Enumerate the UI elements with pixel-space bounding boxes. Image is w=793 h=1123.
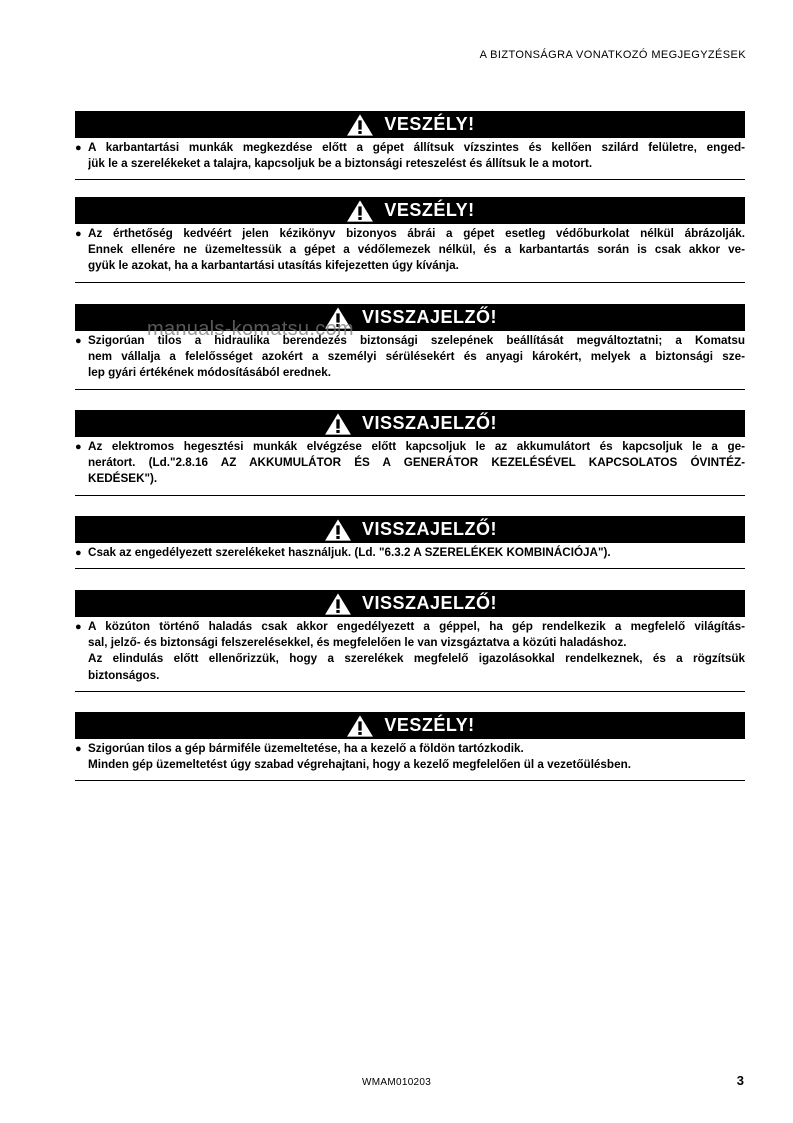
safety-section-caution-4 — [75, 590, 745, 692]
banner-label: VISSZAJELZŐ! — [361, 519, 497, 539]
warning-triangle-icon — [345, 199, 375, 223]
bullet-icon: ● — [75, 441, 82, 453]
banner-label: VISSZAJELZŐ! — [361, 413, 497, 433]
text-line: Szigorúan tilos a hidraulika berendezés biztonsági szelepének beállítását megváltoztatni; a Komatsu — [88, 334, 745, 347]
text-line: nerátort. (Ld."2.8.16 AZ AKKUMULÁTOR ÉS A GENERÁTOR KEZELÉSÉVEL KAPCSOLATOS ÓVINTÉZ- — [88, 456, 745, 470]
banner-label: VISSZAJELZŐ! — [361, 307, 497, 327]
bullet-icon: ● — [75, 142, 82, 154]
banner-label: VESZÉLY! — [384, 715, 475, 735]
text-line: A karbantartási munkák megkezdése előtt a gépet állítsuk vízszintes és kellően szilárd felületre, enged- — [88, 141, 745, 154]
bullet-icon: ● — [75, 743, 82, 755]
bullet-icon: ● — [75, 335, 82, 347]
text-line: biztonságos. — [88, 668, 160, 682]
bullet-icon: ● — [75, 547, 82, 559]
text-line: Az elindulás előtt ellenőrizzük, hogy a szerelékek megfelelő igazolásokkal rendelkeznek, és a rögzítsük — [88, 652, 745, 666]
bullet-icon: ● — [75, 228, 82, 240]
text-line: Ennek ellenére ne üzemeltessük a gépet a védőlemezek nélkül, és a karbantartás során is csak akkor ve- — [88, 243, 745, 257]
text-line: Az érthetőség kedvéért jelen kézikönyv bizonyos ábrái a gépet esetleg védőburkolat nélkül ábrázolják. — [88, 227, 745, 240]
banner-label: VISSZAJELZŐ! — [361, 593, 497, 613]
text-line: lep gyári értékének módosításából erednek. — [88, 366, 331, 380]
page-number: 3 — [736, 1073, 744, 1088]
banner-label: VESZÉLY! — [384, 200, 475, 220]
text-line: Szigorúan tilos a gép bármiféle üzemeltetése, ha a kezelő a földön tartózkodik. — [88, 742, 524, 755]
text-line: Az elektromos hegesztési munkák elvégzése előtt kapcsoljuk le az akkumulátort és kapcsoljuk le a ge- — [88, 440, 745, 453]
caution-banner — [75, 590, 745, 617]
watermark: manuals-komatsu.com — [147, 318, 354, 340]
warning-triangle-icon — [345, 714, 375, 738]
safety-section-caution-2 — [75, 410, 745, 496]
text-line: jük le a szerelékeket a talajra, kapcsoljuk be a biztonsági reteszelést és állítsuk le a motort. — [88, 157, 593, 171]
safety-section-danger-1 — [75, 111, 745, 180]
safety-section-caution-1 — [75, 304, 745, 390]
danger-banner — [75, 712, 745, 739]
warning-triangle-icon — [323, 412, 353, 436]
danger-banner — [75, 111, 745, 138]
document-code: WMAM010203 — [362, 1077, 432, 1088]
text-line: KEDÉSEK"). — [88, 472, 158, 486]
safety-section-caution-3 — [75, 516, 745, 569]
page-header-title: A BIZTONSÁGRA VONATKOZÓ MEGJEGYZÉSEK — [479, 49, 746, 61]
caution-banner — [75, 410, 745, 437]
text-line: A közúton történő haladás csak akkor engedélyezett a géppel, ha gép rendelkezik a megfelelő világítás- — [88, 620, 745, 633]
safety-section-danger-2 — [75, 197, 745, 283]
text-line: sal, jelző- és biztonsági felszerelésekkel, és megfelelően le van vizsgáztatva a közúti haladáshoz. — [88, 636, 627, 650]
warning-triangle-icon — [323, 518, 353, 542]
warning-triangle-icon — [323, 592, 353, 616]
banner-label: VESZÉLY! — [384, 114, 475, 134]
text-line: nem vállalja a felelősséget azokért a személyi sérülésekért és anyagi károkért, melyek a biztonsági sze- — [88, 350, 745, 364]
text-line: Csak az engedélyezett szerelékeket használjuk. (Ld. "6.3.2 A SZERELÉKEK KOMBINÁCIÓJA"). — [88, 546, 611, 559]
text-line: Minden gép üzemeltetést úgy szabad végrehajtani, hogy a kezelő megfelelően ül a vezetőülésben. — [88, 758, 631, 772]
bullet-icon: ● — [75, 621, 82, 633]
warning-triangle-icon — [345, 113, 375, 137]
text-line: gyük le azokat, ha a karbantartási utasítás kifejezetten úgy kívánja. — [88, 259, 459, 273]
caution-banner — [75, 516, 745, 543]
safety-section-danger-3 — [75, 712, 745, 781]
danger-banner — [75, 197, 745, 224]
